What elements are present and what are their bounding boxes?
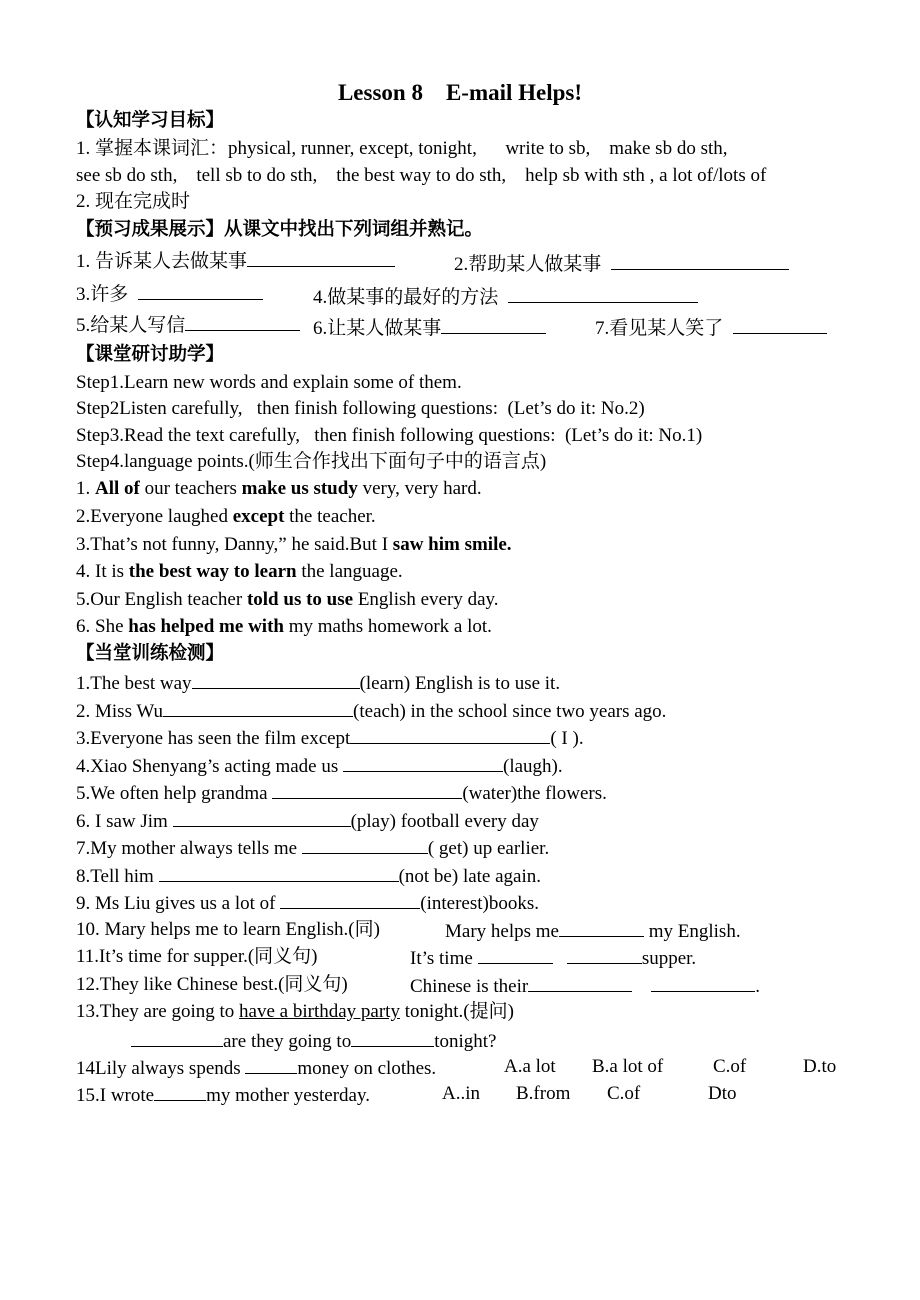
sentence-text: the teacher. bbox=[284, 506, 376, 527]
classroom-heading: 【课堂研讨助学】 bbox=[76, 344, 225, 365]
answer-blank[interactable] bbox=[508, 285, 698, 303]
exercise-11-rewrite bbox=[410, 946, 696, 970]
option-c[interactable]: C.of bbox=[607, 1083, 641, 1104]
answer-blank[interactable] bbox=[173, 809, 351, 827]
sentence-text: 4. It is bbox=[76, 561, 129, 582]
step-3: Step3.Read the text carefully, then finish following questions: (Let’s do it: No.1) bbox=[76, 425, 703, 446]
exercise-text: my mother yesterday. bbox=[206, 1085, 371, 1106]
preview-q6 bbox=[313, 313, 546, 340]
exercise-5 bbox=[76, 781, 607, 806]
step-2: Step2Listen carefully, then finish following questions: (Let’s do it: No.2) bbox=[76, 398, 645, 419]
answer-blank[interactable] bbox=[185, 313, 300, 331]
exercise-text: 5.We often help grandma bbox=[76, 783, 273, 804]
sentence-text: the language. bbox=[296, 561, 403, 582]
option-a[interactable]: A.a lot bbox=[504, 1056, 556, 1077]
exercise-text: 3.Everyone has seen the film except bbox=[76, 728, 351, 749]
language-point-3 bbox=[76, 534, 512, 557]
sentence-text: 5.Our English teacher bbox=[76, 589, 247, 610]
preview-q2 bbox=[454, 249, 789, 276]
exercise-text: 9. Ms Liu gives us a lot of bbox=[76, 893, 281, 914]
exercise-text: . bbox=[755, 976, 760, 997]
answer-blank[interactable] bbox=[651, 974, 755, 992]
exercise-text: (laugh). bbox=[503, 756, 563, 777]
option-c[interactable]: C.of bbox=[713, 1056, 747, 1077]
language-point-2 bbox=[76, 506, 376, 529]
exercise-8 bbox=[76, 864, 541, 889]
preview-q4-text: 4.做某事的最好的方法 bbox=[313, 287, 499, 308]
exercise-text: 4.Xiao Shenyang’s acting made us bbox=[76, 756, 344, 777]
sentence-text: 3.That’s not funny, Danny,” he said.But I bbox=[76, 534, 393, 555]
sentence-text: 1. bbox=[76, 478, 95, 499]
exercise-text: (learn) English is to use it. bbox=[359, 673, 561, 694]
exercise-1 bbox=[76, 671, 560, 696]
exercise-text: (not be) late again. bbox=[398, 866, 542, 887]
answer-blank[interactable] bbox=[163, 699, 353, 717]
answer-blank[interactable] bbox=[567, 946, 642, 964]
preview-q5 bbox=[76, 313, 300, 338]
answer-blank[interactable] bbox=[154, 1083, 206, 1101]
exercise-text: ( get) up earlier. bbox=[427, 838, 550, 859]
preview-q3-text: 3.许多 bbox=[76, 284, 129, 305]
exercise-2 bbox=[76, 699, 666, 724]
objective-item-1-text: physical, runner, except, tonight, write to sb, make sb do sth, bbox=[228, 138, 728, 159]
underlined-phrase: have a birthday party bbox=[239, 1001, 400, 1022]
exercise-text: 13.They are going to bbox=[76, 1001, 240, 1022]
answer-blank[interactable] bbox=[441, 316, 546, 334]
key-phrase: make us study bbox=[241, 478, 358, 499]
exercise-text: ( I ). bbox=[550, 728, 584, 749]
preview-q2-text: 2.帮助某人做某事 bbox=[454, 254, 602, 275]
sentence-text: very, very hard. bbox=[357, 478, 482, 499]
exercise-text: tonight? bbox=[434, 1031, 497, 1052]
exercise-7 bbox=[76, 836, 549, 861]
preview-q1 bbox=[76, 249, 395, 274]
preview-q6-text: 6.让某人做某事 bbox=[313, 318, 442, 339]
exercise-text: tonight.(提问) bbox=[399, 1001, 514, 1022]
option-b[interactable]: B.from bbox=[516, 1083, 571, 1104]
sentence-text: 6. She bbox=[76, 616, 129, 637]
answer-blank[interactable] bbox=[159, 864, 399, 882]
exercise-text: 7.My mother always tells me bbox=[76, 838, 302, 859]
exercise-text: Mary helps me bbox=[445, 921, 559, 942]
exercise-text: (play) football every day bbox=[350, 811, 539, 832]
exercise-text: (water)the flowers. bbox=[462, 783, 607, 804]
key-phrase: except bbox=[232, 506, 285, 527]
key-phrase: All of bbox=[95, 478, 140, 499]
exercise-6 bbox=[76, 809, 539, 834]
answer-blank[interactable] bbox=[192, 671, 360, 689]
exercise-15 bbox=[76, 1083, 370, 1108]
exercise-text: (teach) in the school since two years ago. bbox=[353, 701, 667, 722]
exercise-13-question bbox=[131, 1029, 497, 1054]
step-1: Step1.Learn new words and explain some of them. bbox=[76, 372, 462, 393]
answer-blank[interactable] bbox=[138, 282, 263, 300]
preview-q7-text: 7.看见某人笑了 bbox=[595, 318, 724, 339]
language-point-4 bbox=[76, 561, 403, 584]
preview-q5-text: 5.给某人写信 bbox=[76, 315, 186, 336]
answer-blank[interactable] bbox=[350, 726, 550, 744]
exercise-text: 2. Miss Wu bbox=[76, 701, 164, 722]
exercise-text: 6. I saw Jim bbox=[76, 811, 173, 832]
exercise-text: 15.I wrote bbox=[76, 1085, 155, 1106]
preview-q1-text: 1. 告诉某人去做某事 bbox=[76, 251, 248, 272]
exercise-12: 12.They like Chinese best.(同义句) bbox=[76, 974, 348, 995]
exercise-10-rewrite bbox=[445, 919, 741, 943]
key-phrase: saw him smile. bbox=[392, 534, 512, 555]
sentence-text: our teachers bbox=[139, 478, 242, 499]
option-b[interactable]: B.a lot of bbox=[592, 1056, 664, 1077]
exercise-14 bbox=[76, 1056, 436, 1081]
objective-item-1 bbox=[76, 138, 728, 161]
key-phrase: the best way to learn bbox=[128, 561, 297, 582]
answer-blank[interactable] bbox=[302, 836, 428, 854]
exercise-text: money on clothes. bbox=[297, 1058, 437, 1079]
exercise-text: my English. bbox=[643, 921, 741, 942]
language-point-1 bbox=[76, 478, 482, 501]
exercise-text: It’s time bbox=[410, 948, 478, 969]
answer-blank[interactable] bbox=[247, 249, 395, 267]
objective-item-1-label: 1. 掌握本课词汇： bbox=[76, 138, 229, 159]
exercise-text: (interest)books. bbox=[420, 893, 539, 914]
option-d[interactable]: D.to bbox=[803, 1056, 837, 1077]
sentence-text: 2.Everyone laughed bbox=[76, 506, 233, 527]
answer-blank[interactable] bbox=[343, 754, 503, 772]
exercise-text: are they going to bbox=[223, 1031, 352, 1052]
practice-heading: 【当堂训练检测】 bbox=[76, 643, 225, 664]
key-phrase: has helped me with bbox=[128, 616, 284, 637]
step-4: Step4.language points.(师生合作找出下面句子中的语言点) bbox=[76, 451, 547, 472]
exercise-3 bbox=[76, 726, 584, 751]
preview-q3 bbox=[76, 282, 263, 307]
answer-blank[interactable] bbox=[528, 974, 632, 992]
answer-blank[interactable] bbox=[245, 1056, 297, 1074]
objective-item-1-continued: see sb do sth, tell sb to do sth, the best way to do sth, help sb with sth , a lot of/lots of bbox=[76, 165, 767, 186]
exercise-text: supper. bbox=[641, 948, 697, 969]
exercise-10: 10. Mary helps me to learn English.(同) bbox=[76, 919, 380, 940]
exercise-text: 8.Tell him bbox=[76, 866, 159, 887]
lesson-title: Lesson 8 E-mail Helps! bbox=[337, 80, 583, 105]
objectives-heading: 【认知学习目标】 bbox=[76, 110, 225, 131]
language-point-6 bbox=[76, 616, 492, 639]
objective-item-2: 2. 现在完成时 bbox=[76, 191, 191, 212]
preview-q7 bbox=[595, 313, 827, 340]
option-a[interactable]: A..in bbox=[442, 1083, 480, 1104]
sentence-text: English every day. bbox=[353, 589, 499, 610]
exercise-9 bbox=[76, 891, 539, 916]
exercise-4 bbox=[76, 754, 563, 779]
sentence-text: my maths homework a lot. bbox=[283, 616, 492, 637]
answer-blank[interactable] bbox=[733, 316, 827, 334]
exercise-text: Chinese is their bbox=[410, 976, 529, 997]
preview-heading: 【预习成果展示】从课文中找出下列词组并熟记。 bbox=[76, 219, 484, 240]
answer-blank[interactable] bbox=[351, 1029, 434, 1047]
exercise-12-rewrite bbox=[410, 974, 760, 998]
answer-blank[interactable] bbox=[478, 946, 553, 964]
answer-blank[interactable] bbox=[611, 252, 789, 270]
answer-blank[interactable] bbox=[280, 891, 420, 909]
answer-blank[interactable] bbox=[559, 919, 644, 937]
exercise-text: 14Lily always spends bbox=[76, 1058, 246, 1079]
exercise-13 bbox=[76, 1001, 514, 1024]
exercise-11: 11.It’s time for supper.(同义句) bbox=[76, 946, 318, 967]
language-point-5 bbox=[76, 589, 499, 612]
preview-q4 bbox=[313, 282, 698, 309]
key-phrase: told us to use bbox=[246, 589, 354, 610]
option-d[interactable]: Dto bbox=[708, 1083, 737, 1104]
exercise-text: 1.The best way bbox=[76, 673, 192, 694]
answer-blank[interactable] bbox=[131, 1029, 223, 1047]
answer-blank[interactable] bbox=[272, 781, 462, 799]
